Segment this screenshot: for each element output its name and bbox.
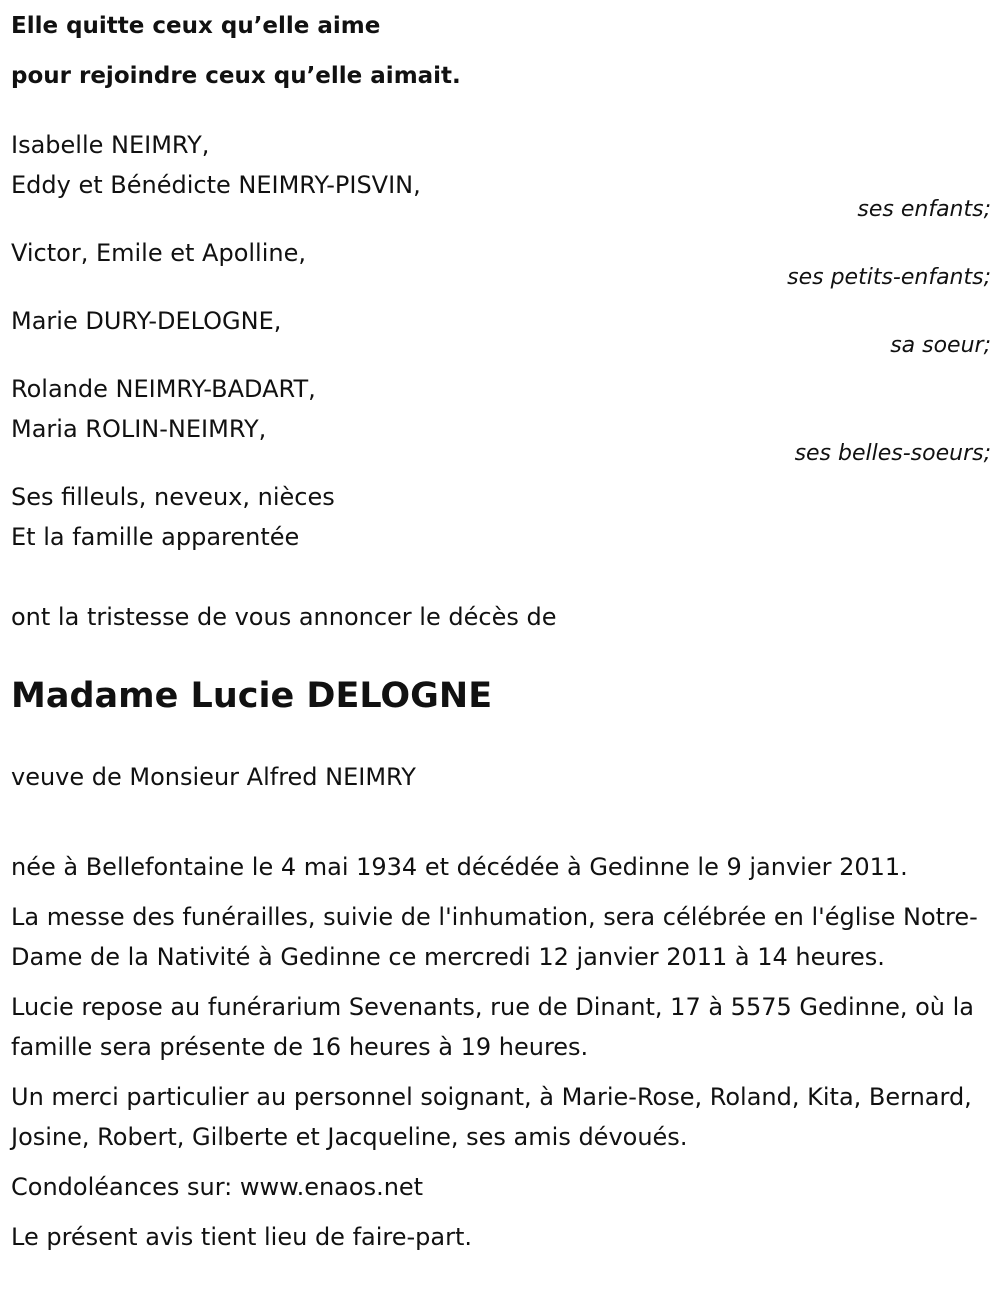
family-role: sa soeur;	[890, 333, 991, 358]
family-name-line: Rolande NEIMRY-BADART,	[11, 375, 316, 403]
family-group-grandchildren	[11, 233, 991, 291]
epitaph-line-1: Elle quitte ceux qu’elle aime	[11, 13, 381, 39]
funeral-text: La messe des funérailles, suivie de l'inhumation, sera célébrée en l'église Notre-Dame de la Nativité à Gedinne ce mercredi 12 janvier 2011 à 14 heures.	[11, 903, 978, 971]
widow-of-text: veuve de Monsieur Alfred NEIMRY	[11, 763, 416, 791]
epitaph	[11, 1, 991, 101]
family-name-line: Victor, Emile et Apolline,	[11, 239, 306, 267]
family-group-sisters-in-law	[11, 369, 991, 467]
thanks-text: Un merci particulier au personnel soignant, à Marie-Rose, Roland, Kita, Bernard, Josine, Robert, Gilberte et Jacqueline, ses amis dévoués.	[11, 1083, 972, 1151]
announcement-text: ont la tristesse de vous annoncer le décès de	[11, 603, 557, 631]
condolences-text: Condoléances sur: www.enaos.net	[11, 1173, 424, 1201]
family-group-others	[11, 477, 991, 557]
epitaph-line-2: pour rejoindre ceux qu’elle aimait.	[11, 63, 461, 89]
deceased-name: Madame Lucie DELOGNE	[11, 676, 493, 716]
family-name-line: Maria ROLIN-NEIMRY,	[11, 415, 267, 443]
repose-text: Lucie repose au funérarium Sevenants, rue de Dinant, 17 à 5575 Gedinne, où la famille sera présente de 16 heures à 19 heures.	[11, 993, 974, 1061]
family-name-line: Marie DURY-DELOGNE,	[11, 307, 282, 335]
family-role: ses belles-soeurs;	[794, 441, 991, 466]
family-role: ses enfants;	[857, 197, 991, 222]
others-line: Et la famille apparentée	[11, 523, 300, 551]
birth-death-text: née à Bellefontaine le 4 mai 1934 et décédée à Gedinne le 9 janvier 2011.	[11, 853, 908, 881]
others-line: Ses filleuls, neveux, nièces	[11, 483, 335, 511]
obituary-notice	[11, 0, 991, 1267]
family-group-sister	[11, 301, 991, 359]
family-name-line: Isabelle NEIMRY,	[11, 131, 210, 159]
family-group-children	[11, 125, 991, 223]
family-role: ses petits-enfants;	[787, 265, 991, 290]
notice-text: Le présent avis tient lieu de faire-part.	[11, 1223, 473, 1251]
family-name-line: Eddy et Bénédicte NEIMRY-PISVIN,	[11, 171, 421, 199]
